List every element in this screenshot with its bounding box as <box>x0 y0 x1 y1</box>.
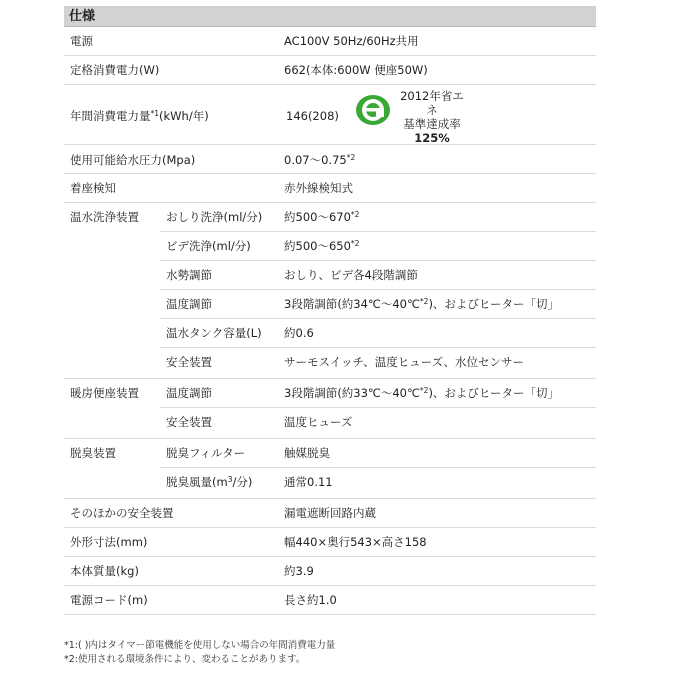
warm-water-temp-value: 3段階調節(約34℃～40℃$^{*2}$)、およびヒーター「切」 <box>284 297 559 311</box>
dimensions-label: 外形寸法(mm) <box>70 535 148 549</box>
footnotes <box>64 639 335 667</box>
energy-rate-percent: 125% <box>414 131 450 145</box>
row-dimensions <box>64 528 596 557</box>
row-deodorizer-airflow <box>160 468 596 497</box>
row-warm-water-temp <box>160 290 596 319</box>
annual-power-label: 年間消費電力量$^{*1}$(kWh/年) <box>70 109 209 123</box>
row-bidet-wash <box>160 232 596 261</box>
row-seat-detect <box>64 174 596 203</box>
row-water-pressure <box>64 145 596 174</box>
other-safety-value: 漏電遮断回路内蔵 <box>284 506 376 520</box>
row-power-source <box>64 27 596 56</box>
bidet-wash-value: 約500～650$^{*2}$ <box>284 239 360 253</box>
anal-wash-value: 約500～670$^{*2}$ <box>284 210 360 224</box>
deodorizer-airflow-label: 脱臭風量($m^3/$分) <box>166 475 253 489</box>
row-power-cord <box>64 586 596 615</box>
heated-seat-temp-value: 3段階調節(約33℃～40℃$^{*2}$)、およびヒーター「切」 <box>284 386 559 400</box>
energy-rate-line1: 2012年省エネ <box>400 89 464 117</box>
row-weight <box>64 557 596 586</box>
deodorizer-filter-value: 触媒脱臭 <box>284 446 330 460</box>
seat-detect-label: 着座検知 <box>70 181 116 195</box>
dimensions-value: 幅440×奥行543×高さ158 <box>284 535 427 549</box>
heated-seat-label: 暖房便座装置 <box>70 386 139 400</box>
other-safety-label: そのほかの安全装置 <box>70 506 174 520</box>
tank-capacity-value: 約0.6 <box>284 326 314 340</box>
row-rated-power <box>64 56 596 85</box>
spec-table <box>64 6 596 615</box>
heated-seat-safety-label: 安全装置 <box>166 415 212 429</box>
water-pressure-value: 0.07～0.75$^{*2}$ <box>284 153 356 167</box>
water-force-value: おしり、ビデ各4段階調節 <box>284 268 418 282</box>
spec-table-header: 仕様 <box>64 6 596 27</box>
row-heated-seat-safety <box>160 408 596 437</box>
group-deodorizer <box>64 439 596 499</box>
anal-wash-label: おしり洗浄(ml/分) <box>166 210 263 224</box>
rated-power-label: 定格消費電力(W) <box>70 63 160 77</box>
row-other-safety <box>64 499 596 528</box>
seat-detect-value: 赤外線検知式 <box>284 181 353 195</box>
footnote-2: *2:使用される環境条件により、変わることがあります。 <box>64 654 306 665</box>
warm-water-label: 温水洗浄装置 <box>70 210 139 224</box>
warm-water-safety-value: サーモスイッチ、温度ヒューズ、水位センサー <box>284 355 525 369</box>
footnote-1: *1:( )内はタイマー節電機能を使用しない場合の年間消費電力量 <box>64 640 336 651</box>
row-water-force <box>160 261 596 290</box>
group-heated-seat <box>64 379 596 439</box>
water-force-label: 水勢調節 <box>166 268 212 282</box>
energy-saving-e-mark-icon <box>354 93 396 127</box>
row-deodorizer-filter <box>160 439 596 468</box>
warm-water-temp-label: 温度調節 <box>166 297 212 311</box>
power-source-label: 電源 <box>70 34 93 48</box>
deodorizer-filter-label: 脱臭フィルター <box>166 446 246 460</box>
weight-value: 約3.9 <box>284 564 314 578</box>
water-pressure-label: 使用可能給水圧力(Mpa) <box>70 153 196 167</box>
row-anal-wash <box>160 203 596 232</box>
power-cord-label: 電源コード(m) <box>70 593 148 607</box>
heated-seat-temp-label: 温度調節 <box>166 386 212 400</box>
rated-power-value: 662(本体:600W 便座50W) <box>284 63 428 77</box>
warm-water-safety-label: 安全装置 <box>166 355 212 369</box>
power-source-value: AC100V 50Hz/60Hz共用 <box>284 34 419 48</box>
weight-label: 本体質量(kg) <box>70 564 139 578</box>
power-cord-value: 長さ約1.0 <box>284 593 337 607</box>
deodorizer-label: 脱臭装置 <box>70 446 116 460</box>
heated-seat-safety-value: 温度ヒューズ <box>284 415 353 429</box>
tank-capacity-label: 温水タンク容量(L) <box>166 326 262 340</box>
energy-rate-line2: 基準達成率 <box>403 117 461 131</box>
row-warm-water-safety <box>160 348 596 377</box>
deodorizer-airflow-value: 通常0.11 <box>284 475 333 489</box>
energy-rate-block <box>397 89 467 145</box>
group-warm-water <box>64 203 596 379</box>
row-tank-capacity <box>160 319 596 348</box>
bidet-wash-label: ビデ洗浄(ml/分) <box>166 239 251 253</box>
annual-power-value: 146(208) <box>286 109 339 123</box>
row-annual-power <box>64 85 596 145</box>
row-heated-seat-temp <box>160 379 596 408</box>
